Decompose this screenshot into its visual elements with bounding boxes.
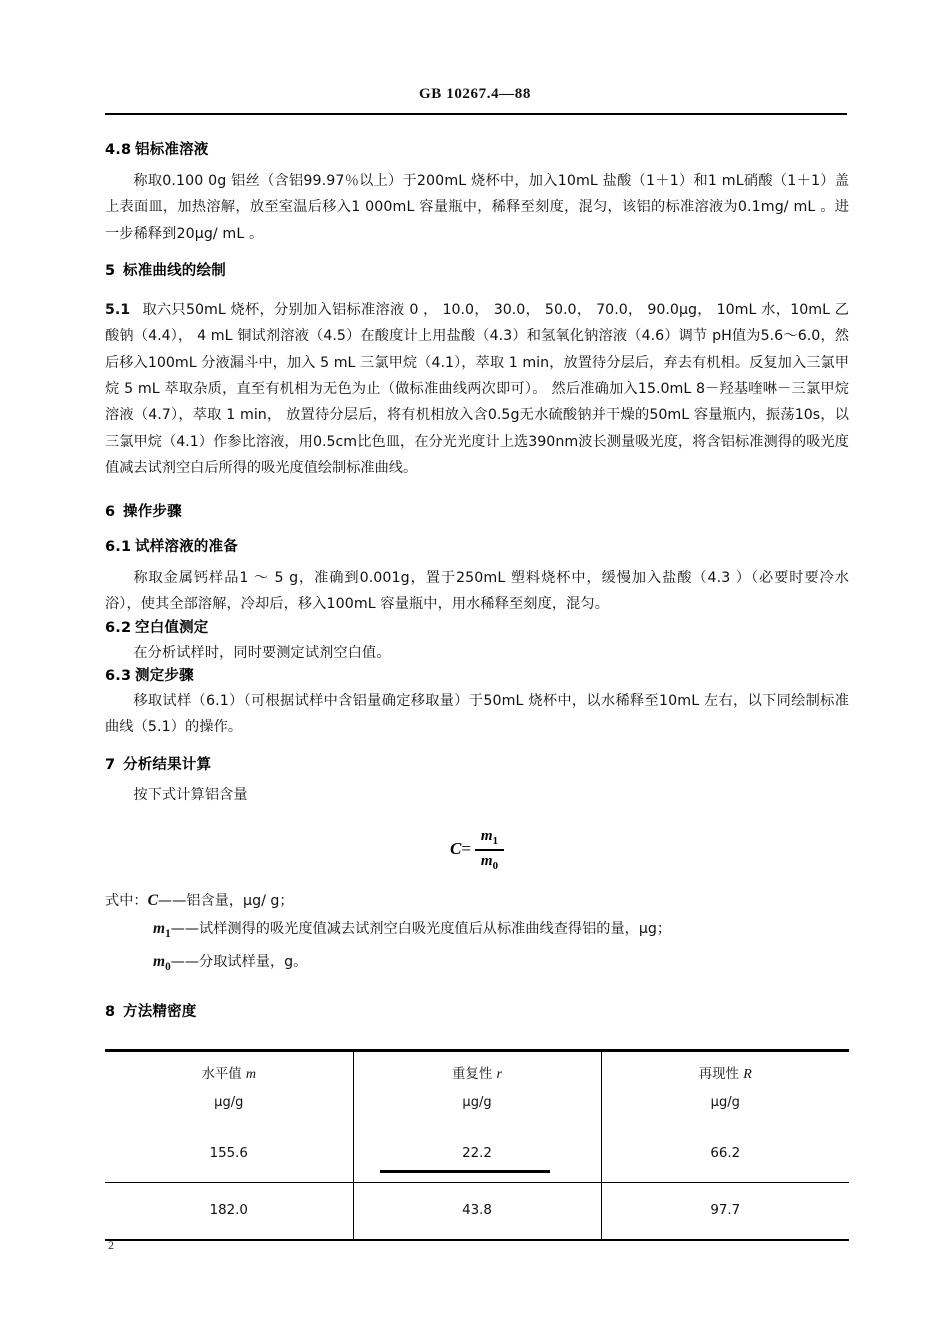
cell-reproducibility: 66.2 bbox=[601, 1126, 849, 1183]
formula-denominator bbox=[475, 852, 504, 873]
where-lead: 式中： bbox=[105, 893, 148, 910]
col2-name: 重复性 bbox=[452, 1066, 497, 1082]
col2-title-line bbox=[354, 1061, 601, 1089]
symbol-m1-subscript: 1 bbox=[165, 928, 171, 941]
cell-level-value: 182.0 bbox=[105, 1182, 353, 1239]
paragraph-6-2: 在分析试样时，同时要测定试剂空白值。 bbox=[133, 644, 391, 661]
column-header-level-value bbox=[105, 1052, 353, 1126]
formula-lhs: C bbox=[449, 838, 462, 858]
section-title: 空白值测定 bbox=[135, 619, 209, 636]
section-title: 分析结果计算 bbox=[123, 756, 212, 773]
definition-text-m0: 分取试样量，g。 bbox=[199, 954, 308, 971]
section-heading-6-3 bbox=[105, 666, 849, 688]
table-row bbox=[105, 1126, 849, 1183]
formula-denominator-symbol: m bbox=[480, 852, 493, 869]
formula-numerator-subscript: 1 bbox=[492, 834, 498, 847]
symbol-m0 bbox=[153, 953, 171, 974]
table-row bbox=[105, 1182, 849, 1239]
col1-unit: μg/g bbox=[214, 1094, 244, 1110]
section-title: 试样溶液的准备 bbox=[135, 539, 238, 556]
column-header-reproducibility bbox=[601, 1052, 849, 1126]
section-heading-5 bbox=[105, 261, 849, 283]
section-heading-4-8 bbox=[105, 140, 849, 162]
formula-denominator-subscript: 0 bbox=[492, 859, 498, 872]
page-number: 2 bbox=[108, 1238, 114, 1252]
page-content bbox=[105, 140, 849, 1241]
table-bottom-rule bbox=[105, 1239, 849, 1242]
table-header-row bbox=[105, 1052, 849, 1126]
cell-repeatability: 43.8 bbox=[353, 1182, 601, 1239]
paragraph-6-3: 移取试样（6.1）（可根据试样中含铝量确定移取量）于50mL 烧杯中，以水稀释至10mL 左右，以下同绘制标准曲线（5.1）的操作。 bbox=[105, 692, 849, 736]
column-header-repeatability bbox=[353, 1052, 601, 1126]
section-heading-7 bbox=[105, 755, 849, 777]
definition-text-m1: 试样测得的吸光度值减去试剂空白吸光度值后从标准曲线查得铝的量，μg； bbox=[199, 921, 672, 938]
formula-block bbox=[105, 809, 849, 888]
symbol-m0-subscript: 0 bbox=[165, 961, 171, 974]
cell-level-value: 155.6 bbox=[105, 1126, 353, 1183]
section-heading-8 bbox=[105, 1002, 849, 1024]
section-title: 操作步骤 bbox=[123, 503, 182, 520]
section-number: 6 bbox=[105, 503, 116, 520]
section-number: 6.3 bbox=[105, 668, 132, 685]
cell-repeatability: 22.2 bbox=[353, 1126, 601, 1183]
formula-numerator-symbol: m bbox=[480, 827, 493, 844]
definition-text-C: 铝含量，μg/ g； bbox=[186, 893, 294, 910]
formula-numerator bbox=[475, 827, 504, 848]
section-heading-6-2 bbox=[105, 618, 849, 640]
col1-title-line bbox=[105, 1061, 353, 1089]
section-heading-6-1 bbox=[105, 537, 849, 559]
section-title: 测定步骤 bbox=[135, 668, 194, 685]
section-heading-6 bbox=[105, 502, 849, 524]
fraction-bar bbox=[475, 849, 504, 851]
symbol-m1-base: m bbox=[153, 920, 166, 938]
section-number: 5 bbox=[105, 262, 116, 279]
symbol-m1 bbox=[153, 920, 171, 941]
formula-fraction bbox=[475, 827, 504, 874]
symbol-definitions bbox=[105, 887, 849, 981]
section-title: 标准曲线的绘制 bbox=[123, 262, 226, 279]
col3-unit: μg/g bbox=[710, 1094, 740, 1110]
section-number: 4.8 bbox=[105, 142, 132, 158]
section-title: 方法精密度 bbox=[123, 1003, 197, 1020]
header-divider-rule bbox=[105, 113, 847, 115]
symbol-m0-base: m bbox=[153, 953, 166, 971]
definition-row-m0 bbox=[105, 948, 849, 981]
col2-symbol: r bbox=[496, 1066, 502, 1082]
section-number: 5.1 bbox=[105, 301, 131, 318]
section-number: 8 bbox=[105, 1003, 116, 1020]
section-number: 7 bbox=[105, 756, 116, 773]
precision-table-wrapper bbox=[105, 1049, 849, 1241]
section-body: 取六只50mL 烧杯，分别加入铝标准溶液 0 ， 10.0， 30.0， 50.0， 70.0， 90.0μg， 10mL 水，10mL 乙酸钠（4.4）， 4 mL 铜试剂溶液（4.5）在酸度计上用盐酸（4.3）和氢氧化钠溶液（4.6）调节 pH值为5.6～6.0，然后移入100mL 分液漏斗中，加入 5 mL 三氯甲烷（4.1），萃取 1 min，放置待分层后，弃去有机相。反复加入三氯甲烷 5 mL 萃取杂质，直至有机相为无色为止（做标准曲线两次即可）。 然后准确加入15.0mL 8－羟基喹啉－三氯甲烷溶液（4.7），萃取 1 min， 放置待分层后，将有机相放入含0.5g无水硫酸钠并干燥的50mL 容量瓶内，振荡10s，以三氯甲烷（4.1）作参比溶液，用0.5cm比色皿，在分光光度计上选390nm波长测量吸光度，将含铝标准测得的吸光度值减去试剂空白后所得的吸光度值绘制标准曲线。 bbox=[105, 301, 849, 477]
dash-0: —— bbox=[157, 893, 187, 910]
col3-name: 再现性 bbox=[698, 1066, 744, 1082]
section-number: 6.2 bbox=[105, 619, 132, 636]
section-5-1 bbox=[105, 297, 849, 482]
formula-equals: = bbox=[461, 838, 471, 858]
col3-title-line bbox=[602, 1061, 850, 1089]
dash-2: —— bbox=[170, 954, 200, 971]
col1-name: 水平值 bbox=[201, 1066, 246, 1082]
symbol-C: C bbox=[147, 892, 158, 910]
section-title: 铝标准溶液 bbox=[135, 142, 209, 158]
definition-row-m1 bbox=[105, 915, 849, 948]
end-of-document-mark bbox=[380, 1170, 550, 1173]
formula-aluminium-content bbox=[450, 827, 504, 874]
col1-symbol: m bbox=[245, 1066, 257, 1082]
cell-reproducibility: 97.7 bbox=[710, 1203, 741, 1219]
dash-1: —— bbox=[170, 921, 200, 938]
paragraph-7-intro: 按下式计算铝含量 bbox=[133, 787, 248, 804]
col2-unit: μg/g bbox=[462, 1094, 492, 1110]
page-header-standard-number: GB 10267.4—88 bbox=[419, 86, 531, 102]
paragraph-4-8: 称取0.100 0g 铝丝（含铝99.97％以上）于200mL 烧杯中，加入10mL 盐酸（1＋1）和1 mL硝酸（1＋1）盖上表面皿，加热溶解，放至室温后移入1 000mL 容量瓶中，稀释至刻度，混匀，该铝的标准溶液为0.1mg/ mL 。进一步稀释到20μg/ mL 。 bbox=[105, 172, 849, 242]
col3-symbol: R bbox=[743, 1066, 752, 1082]
paragraph-6-1: 称取金属钙样品1 ～ 5 g，准确到0.001g，置于250mL 塑料烧杯中，缓慢加入盐酸（4.3 ）（必要时要冷水浴），使其全部溶解，冷却后，移入100mL 容量瓶中，用水稀释至刻度，混匀。 bbox=[105, 570, 849, 613]
method-precision-table bbox=[105, 1052, 849, 1239]
definition-row-C bbox=[105, 887, 849, 915]
section-number: 6.1 bbox=[105, 539, 132, 556]
